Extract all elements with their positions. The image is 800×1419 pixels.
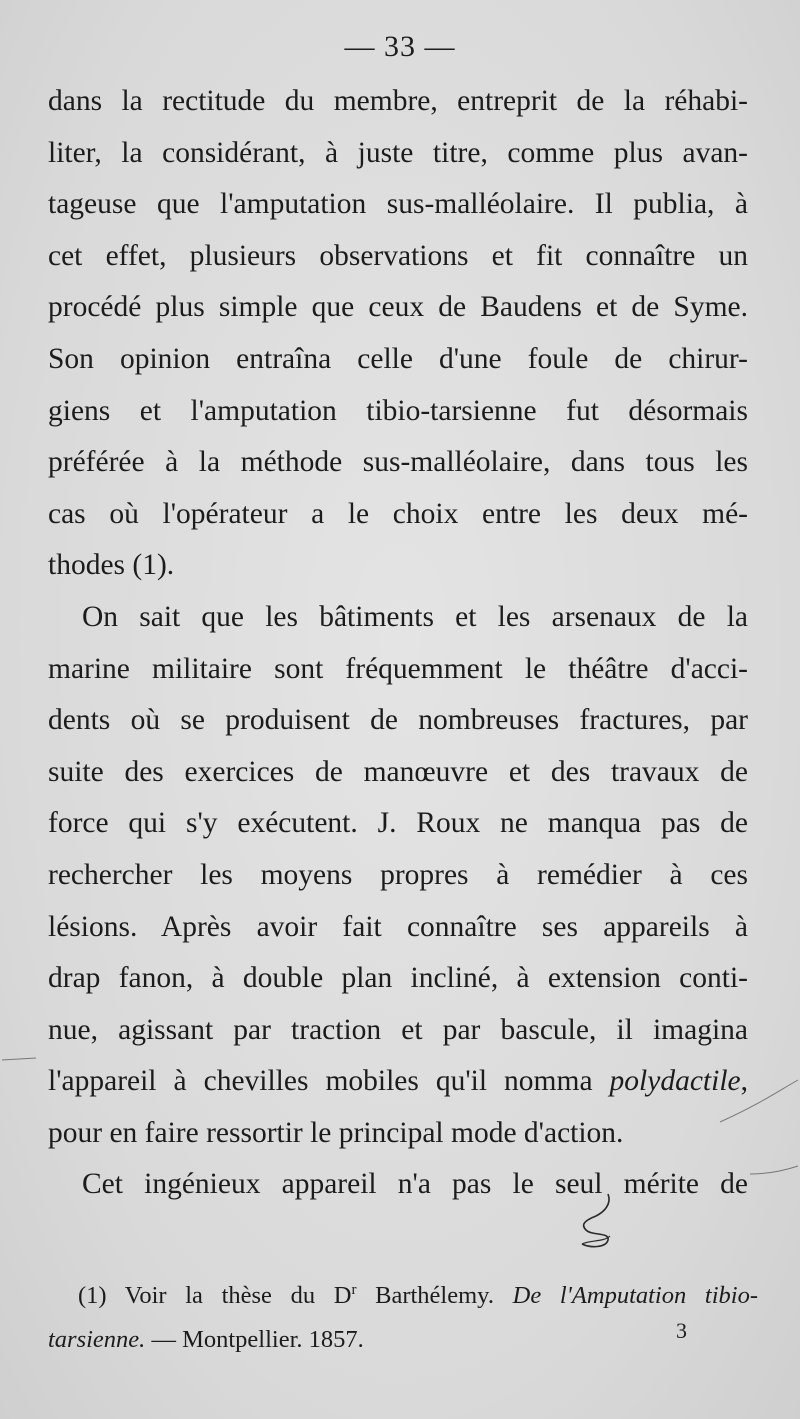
footnote-italic-title: De l'Amputation tibio- (512, 1282, 758, 1310)
text-line: lésions. Après avoir fait connaître ses appareils à (48, 910, 748, 943)
text-line: giens et l'amputation tibio-tarsienne fut désormais (48, 394, 748, 427)
text-line: On sait que les bâtiments et les arsenaux de la (82, 600, 748, 633)
margin-pencil-mark (0, 1050, 40, 1070)
footnote (48, 1268, 758, 1362)
text-line: procédé plus simple que ceux de Baudens et de Syme. (48, 291, 748, 324)
text-line: dents où se produisent de nombreuses fractures, par (48, 704, 748, 737)
page-folio: — 33 — (344, 30, 456, 63)
footnote-line (48, 1318, 758, 1362)
text-line (48, 1056, 748, 1108)
text-line: préférée à la méthode sus-malléolaire, dans tous les (48, 446, 748, 479)
text-segment: l'appareil à chevilles mobiles qu'il nomma (48, 1065, 610, 1098)
text-line: rechercher les moyens propres à remédier à ces (48, 858, 748, 891)
text-line: cet effet, plusieurs observations et fit connaître un (48, 239, 748, 272)
margin-pencil-mark (700, 1070, 800, 1190)
italic-term: polydactile (609, 1065, 741, 1098)
text-line: Son opinion entraîna celle d'une foule de chirur- (48, 342, 748, 375)
text-segment: , (740, 1065, 748, 1098)
text-line: tageuse que l'amputation sus-malléolaire. Il publia, à (48, 188, 748, 221)
text-line: dans la rectitude du membre, entreprit de la réhabi- (48, 85, 748, 117)
footnote-line (48, 1268, 758, 1318)
footnote-text: Barthélemy. (356, 1282, 513, 1310)
signature-sheet-number: 3 (676, 1318, 687, 1343)
text-line: force qui s'y exécutent. J. Roux ne manqua pas de (48, 807, 748, 840)
footnote-text: (1) Voir la thèse du D (78, 1282, 352, 1310)
body-text (48, 76, 748, 1211)
text-line: suite des exercices de manœuvre et des travaux de (48, 755, 748, 788)
footnote-text: — Montpellier. 1857. (145, 1326, 364, 1354)
text-line: Cet ingénieux appareil n'a pas le seul mérite de (82, 1168, 748, 1201)
footnote-italic-title: tarsienne. (48, 1326, 146, 1354)
text-line: pour en faire ressortir le principal mode d'action. (48, 1116, 624, 1149)
text-line: marine militaire sont fréquemment le théâtre d'acci- (48, 652, 748, 685)
handwritten-mark (560, 1190, 640, 1260)
text-line: nue, agissant par traction et par bascule, il imagina (48, 1013, 748, 1046)
text-line: liter, la considérant, à juste titre, comme plus avan- (48, 136, 748, 169)
footnote-superscript: r (351, 1282, 357, 1298)
text-line: drap fanon, à double plan incliné, à extension conti- (48, 962, 748, 995)
text-line: thodes (1). (48, 549, 175, 582)
text-line: cas où l'opérateur a le choix entre les deux mé- (48, 497, 748, 530)
